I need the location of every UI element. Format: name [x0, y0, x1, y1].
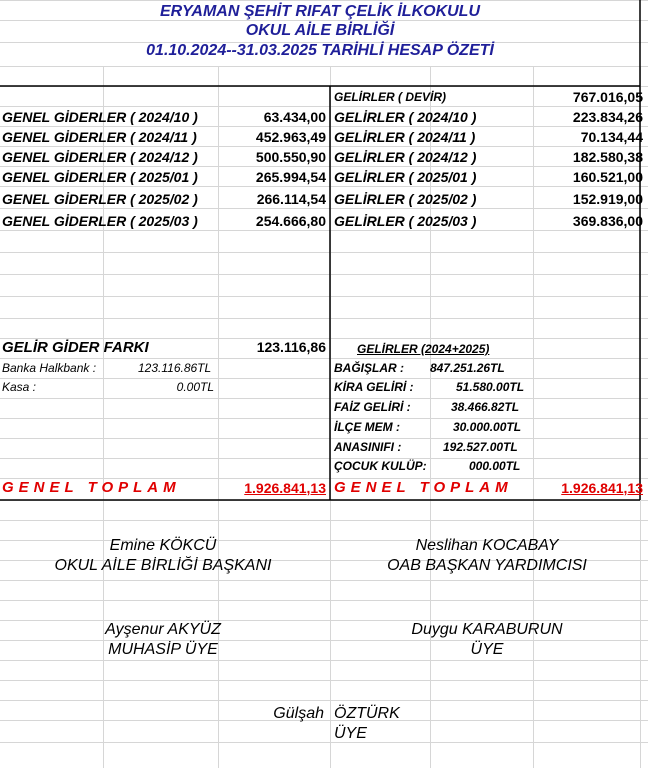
income-value: 369.836,00 [572, 213, 643, 229]
grand-total-label: GENEL TOPLAM [334, 479, 513, 496]
cash-label: Kasa : [2, 380, 37, 394]
signatory-title: MUHASİP ÜYE [108, 641, 218, 658]
bank-value: 123.116.86TL [138, 361, 212, 375]
summary-value: 000.00TL [469, 459, 521, 473]
signatory-name: Ayşenur AKYÜZ [105, 621, 221, 638]
income-label: GELİRLER ( 2024/11 ) [334, 129, 476, 145]
expense-label: GENEL GİDERLER ( 2025/03 ) [2, 213, 198, 229]
income-label: GELİRLER ( 2024/10 ) [334, 109, 477, 125]
summary-value: 38.466.82TL [451, 400, 520, 414]
grand-total-expense: 1.926.841,13 [244, 480, 326, 496]
grand-total-label: GENEL TOPLAM [2, 479, 181, 496]
expense-value: 254.666,80 [255, 213, 326, 229]
summary-value: 30.000.00TL [453, 420, 522, 434]
summary-value: 192.527.00TL [443, 440, 518, 454]
expense-value: 452.963,49 [255, 129, 326, 145]
bank-label: Banka Halkbank : [2, 361, 97, 375]
summary-label: KİRA GELİRİ : [334, 380, 414, 394]
signatory-title: ÜYE [470, 641, 504, 658]
income-value: 223.834,26 [572, 109, 643, 125]
income-summary-title: GELİRLER (2024+2025) [357, 342, 490, 356]
difference-value: 123.116,86 [256, 339, 326, 355]
expense-label: GENEL GİDERLER ( 2024/10 ) [2, 109, 198, 125]
summary-value: 51.580.00TL [456, 380, 525, 394]
expense-label: GENEL GİDERLER ( 2025/01 ) [2, 169, 198, 185]
expense-value: 266.114,54 [256, 191, 326, 207]
income-label: GELİRLER ( 2025/03 ) [334, 213, 477, 229]
signatory-name: Neslihan KOCABAY [415, 537, 559, 554]
expense-value: 500.550,90 [255, 149, 326, 165]
income-value: 767.016,05 [572, 89, 643, 105]
income-value: 70.134,44 [580, 129, 643, 145]
expense-label: GENEL GİDERLER ( 2024/11 ) [2, 129, 197, 145]
difference-label: GELİR GİDER FARKI [2, 339, 149, 356]
cash-value: 0.00TL [176, 380, 214, 394]
signatory-first-name: Gülşah [273, 705, 324, 722]
income-value: 182.580,38 [572, 149, 643, 165]
expense-label: GENEL GİDERLER ( 2024/12 ) [2, 149, 198, 165]
summary-label: İLÇE MEM : [334, 420, 400, 434]
signatory-last-name: ÖZTÜRK [334, 705, 400, 722]
income-value: 152.919,00 [572, 191, 643, 207]
income-label: GELİRLER ( DEVİR) [334, 90, 447, 104]
association-name: OKUL AİLE BİRLİĞİ [245, 22, 395, 39]
signatory-name: Duygu KARABURUN [411, 621, 563, 638]
income-label: GELİRLER ( 2024/12 ) [334, 149, 477, 165]
report-title: 01.10.2024--31.03.2025 TARİHLİ HESAP ÖZETİ [146, 42, 494, 59]
summary-label: ÇOCUK KULÜP: [334, 459, 427, 473]
signatory-title: ÜYE [334, 725, 367, 742]
signatory-title: OKUL AİLE BİRLİĞİ BAŞKANI [54, 557, 272, 574]
expense-label: GENEL GİDERLER ( 2025/02 ) [2, 191, 198, 207]
summary-label: ANASINIFI : [334, 440, 402, 454]
signatory-title: OAB BAŞKAN YARDIMCISI [387, 557, 587, 574]
income-label: GELİRLER ( 2025/01 ) [334, 169, 477, 185]
signatory-name: Emine KÖKCÜ [109, 537, 217, 554]
grand-total-income: 1.926.841,13 [561, 480, 643, 496]
school-name: ERYAMAN ŞEHİT RIFAT ÇELİK İLKOKULU [160, 3, 480, 20]
summary-value: 847.251.26TL [430, 361, 505, 375]
income-value: 160.521,00 [572, 169, 643, 185]
summary-label: FAİZ GELİRİ : [334, 400, 411, 414]
income-label: GELİRLER ( 2025/02 ) [334, 191, 477, 207]
expense-value: 265.994,54 [255, 169, 326, 185]
expense-value: 63.434,00 [263, 109, 326, 125]
summary-label: BAĞIŞLAR : [334, 361, 404, 375]
